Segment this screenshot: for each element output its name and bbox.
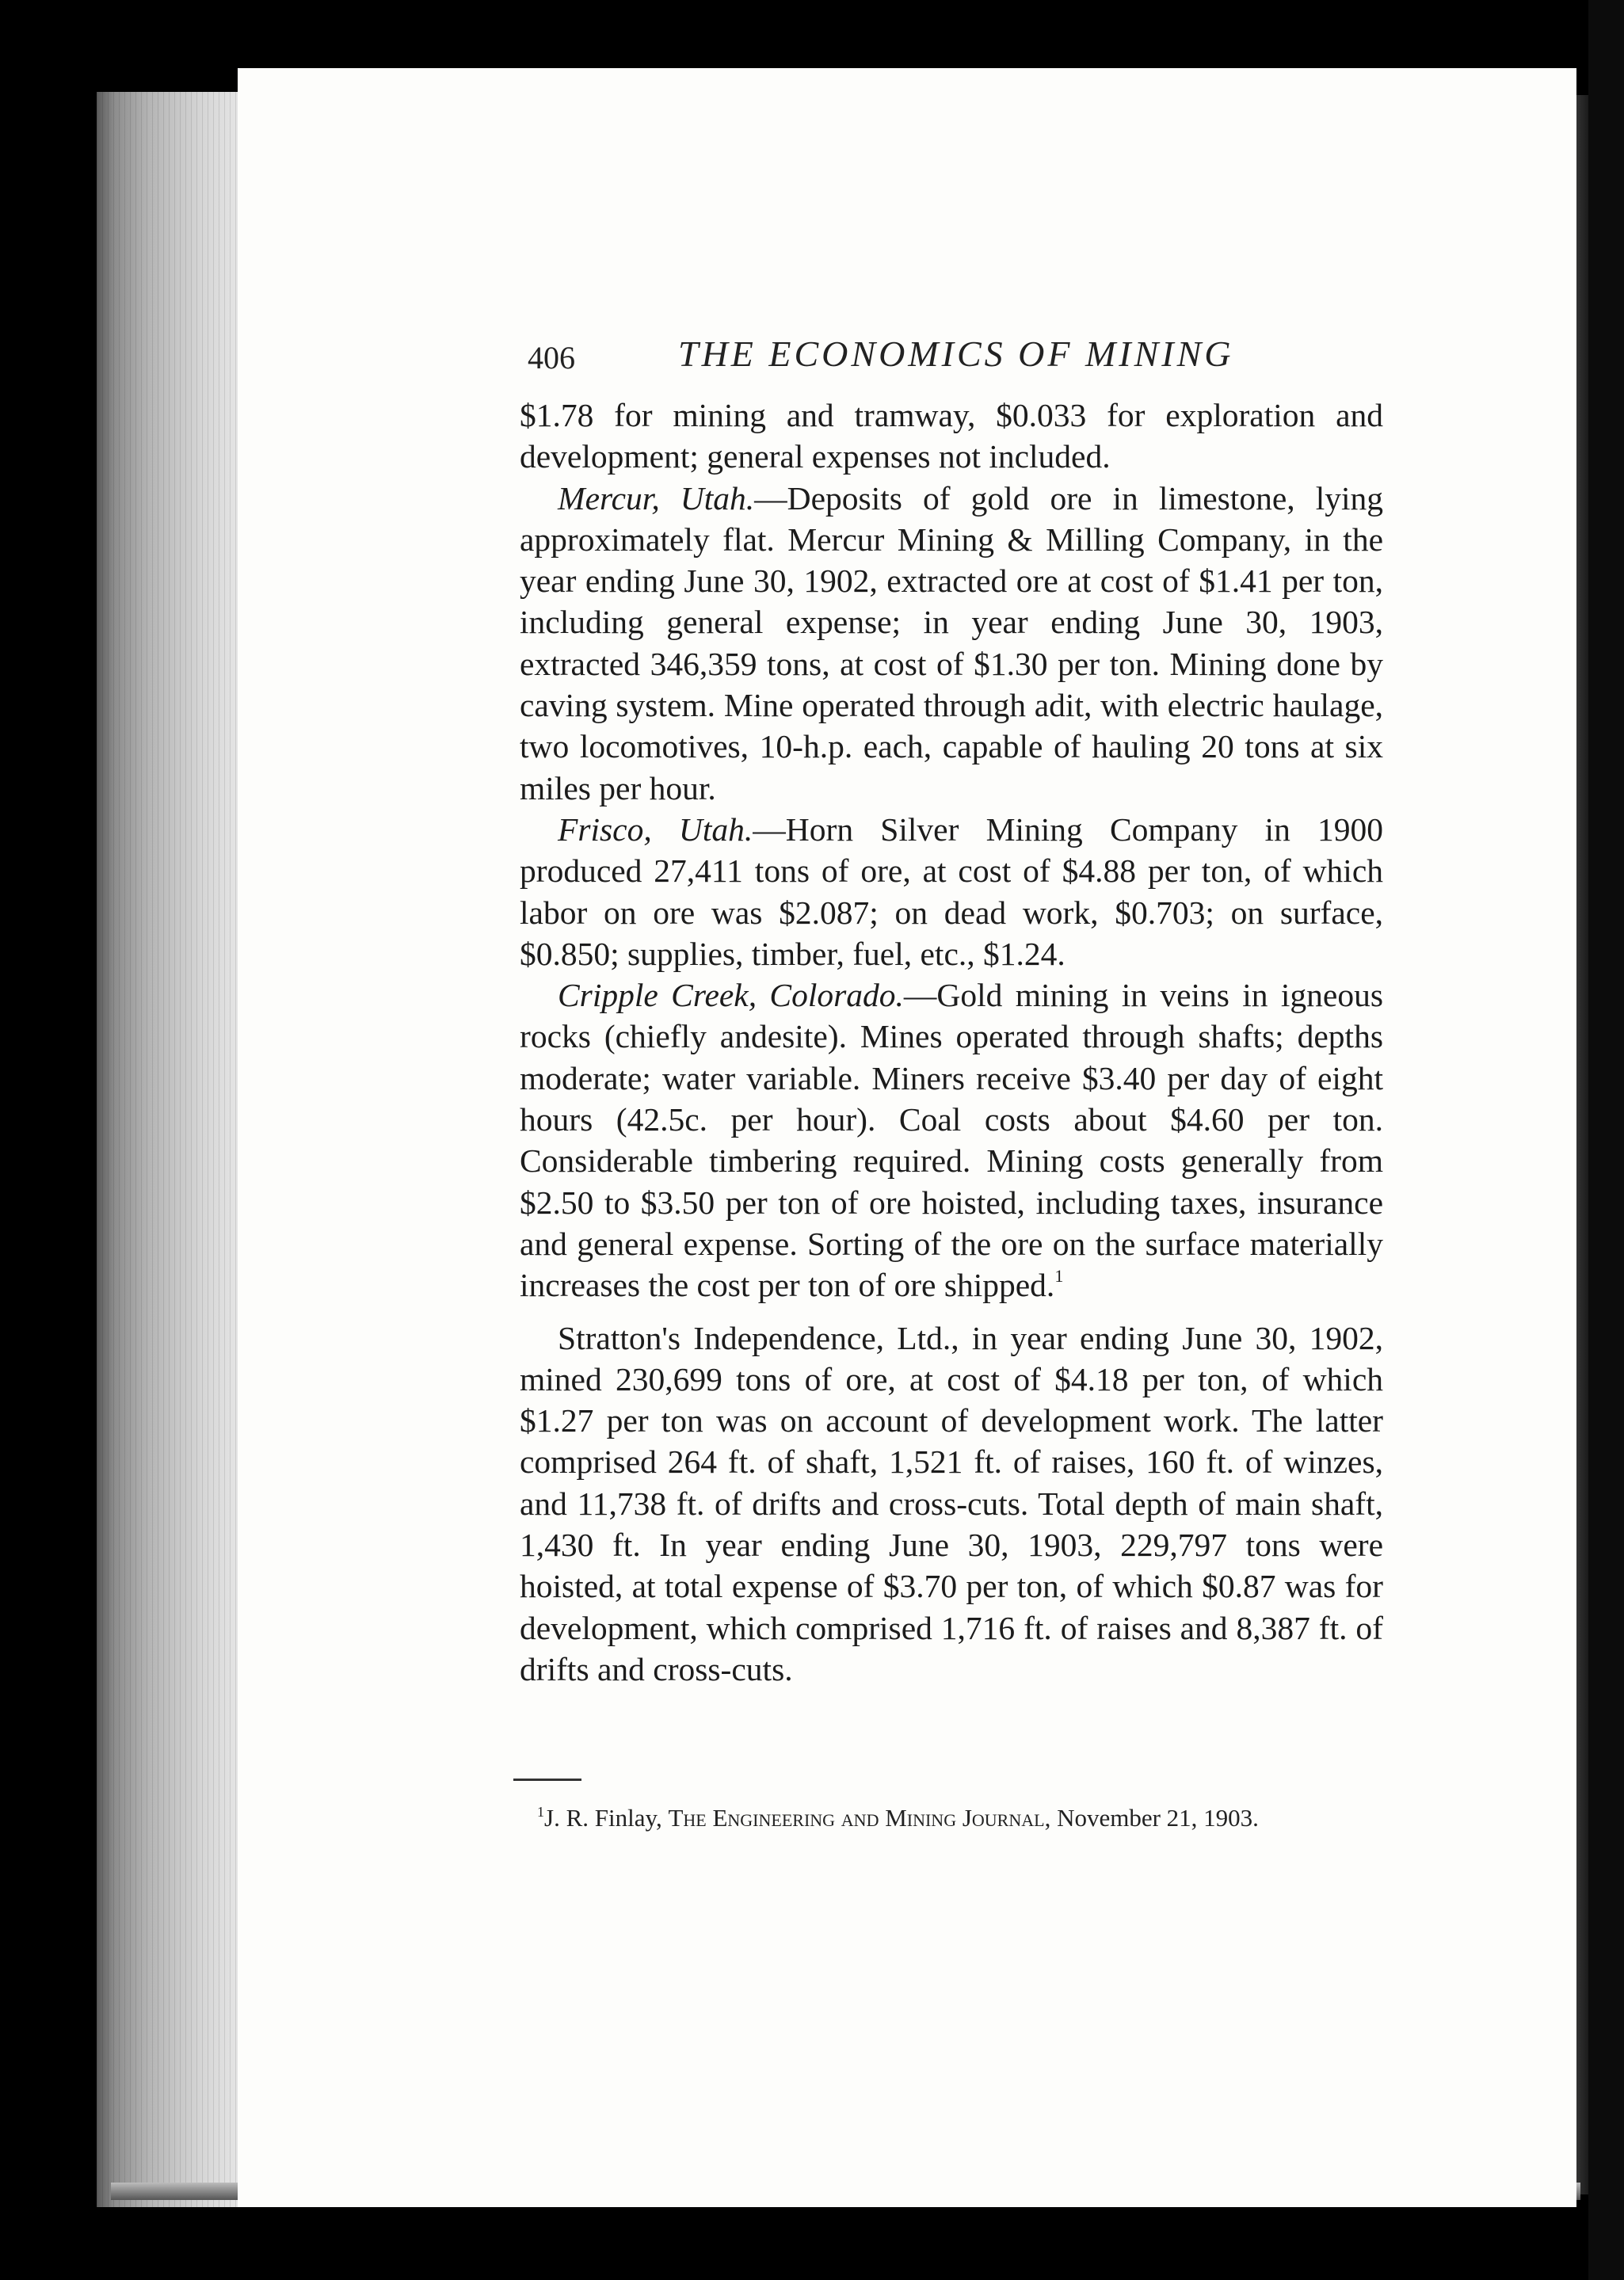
footnote-rule bbox=[513, 1779, 581, 1781]
place-heading-frisco: Frisco, Utah. bbox=[558, 810, 753, 848]
footnote-date: , November 21, 1903. bbox=[1044, 1804, 1259, 1832]
paragraph-continuation: $1.78 for mining and tramway, $0.033 for exploration and development; general expenses not included. bbox=[520, 397, 1383, 475]
paragraph-mercur: Mercur, Utah.—Deposits of gold ore in limestone, lying approximately flat. Mercur Mining & Milling Company, in the year ending June 30, 1902, extracted ore at cost of $1.41 per ton, including general expense; in year ending June 30, 1903, extracted 346,359 tons, at cost of $1.30 per ton. Mining done by caving system. Mine operated through adit, with electric haulage, two locomotives, 10-h.p. each, capable of hauling 20 tons at six miles per hour. bbox=[520, 479, 1383, 806]
footnote-mark: 1 bbox=[537, 1804, 544, 1820]
page-number: 406 bbox=[528, 340, 575, 376]
paragraph-cripple-creek: Cripple Creek, Colorado.—Gold mining in veins in igneous rocks (chiefly andesite). Mines operated through shafts; depths moderate; water variable. Miners receive $3.40 per day of eight hours (42.5c. per hour). Coal costs about $4.60 per ton. Considerable timbering required. Mining costs generally from $2.50 to $3.50 per ton of ore hoisted, including taxes, insurance and general expense. Sorting of the ore on the surface materially increases the cost per ton of ore shipped.$^1$ bbox=[520, 977, 1383, 1304]
paragraph-strattons: Stratton's Independence, Ltd., in year ending June 30, 1902, mined 230,699 tons of ore, at cost of $4.18 per ton, of which $1.27 per ton was on account of development work. The latter comprised 264 ft. of shaft, 1,521 ft. of raises, 160 ft. of winzes, and 11,738 ft. of drifts and cross-cuts. Total depth of main shaft, 1,430 ft. In year ending June 30, 1903, 229,797 tons were hoisted, at total expense of $3.70 per ton, of which $0.87 was for development, which comprised 1,716 ft. of raises and 8,387 ft. of drifts and cross-cuts. bbox=[520, 1319, 1383, 1687]
place-heading-mercur: Mercur, Utah. bbox=[558, 479, 755, 517]
scan-background bbox=[1588, 0, 1624, 2280]
footnote-reference: 1 bbox=[1054, 1266, 1064, 1287]
footnote bbox=[510, 1805, 1363, 1832]
footnote-journal: The Engineering and Mining Journal bbox=[668, 1804, 1045, 1832]
page-header bbox=[528, 333, 1379, 388]
place-heading-cripple-creek: Cripple Creek, Colorado. bbox=[558, 977, 904, 1014]
footnote-author: J. R. Finlay, bbox=[544, 1804, 669, 1832]
running-title: THE ECONOMICS OF MINING bbox=[678, 334, 1234, 374]
body-text bbox=[520, 395, 1383, 1690]
paragraph-frisco: Frisco, Utah.—Horn Silver Mining Company in 1900 produced 27,411 tons of ore, at cost of $4.88 per ton, of which labor on ore was $2.087; on dead work, $0.703; on surface, $0.850; supplies, timber, fuel, etc., $1.24. bbox=[520, 810, 1383, 972]
book-page-edges bbox=[97, 92, 247, 2207]
